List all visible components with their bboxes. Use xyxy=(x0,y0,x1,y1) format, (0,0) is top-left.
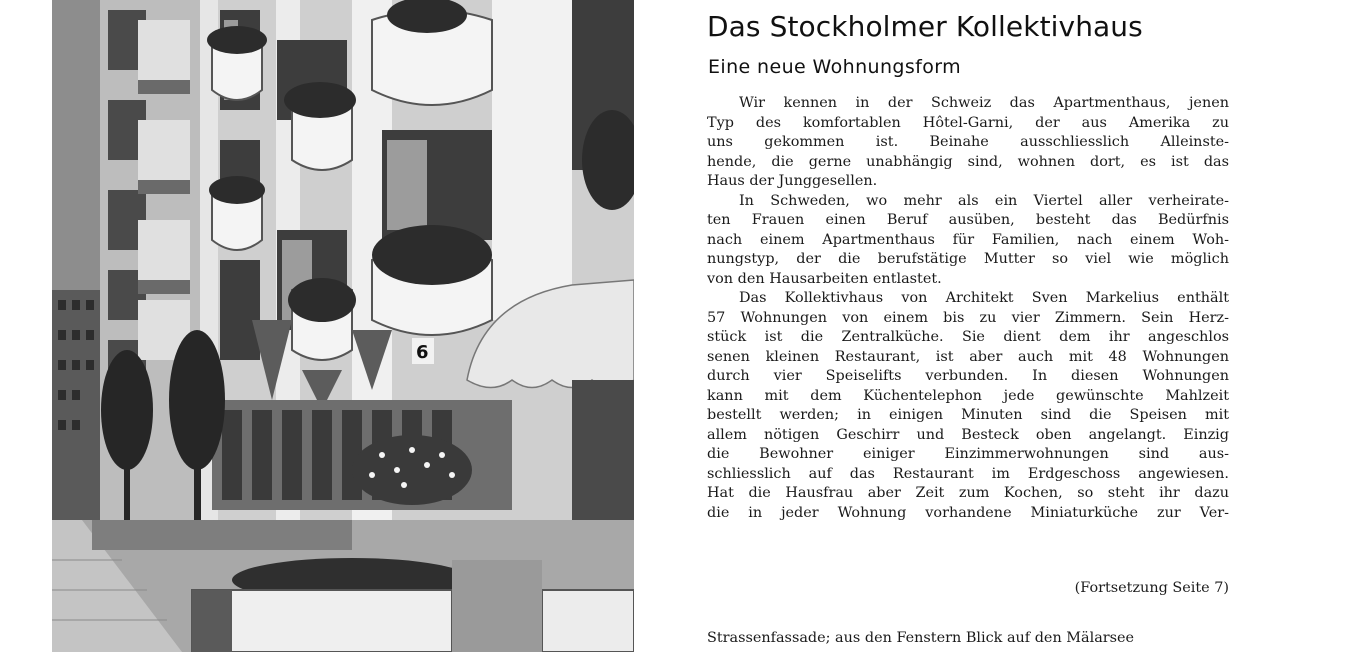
article-subtitle: Eine neue Wohnungsform xyxy=(708,56,962,78)
body-line: allem nötigen Geschirr und Besteck oben angelangt. Einzig xyxy=(707,426,1229,443)
body-line: nungstyp, der die berufstätige Mutter so viel wie möglich xyxy=(707,251,1229,267)
article-body xyxy=(707,94,1229,523)
house-number: 6 xyxy=(416,342,429,363)
body-line: Das Kollektivhaus von Architekt Sven Markelius enthält xyxy=(739,290,1229,306)
facade-photo-illustration xyxy=(52,0,634,652)
body-line: In Schweden, wo mehr als ein Viertel aller verheirate- xyxy=(739,192,1229,209)
body-line: kann mit dem Küchentelephon jede gewünschte Mahlzeit xyxy=(707,387,1229,404)
body-line: bestellt werden; in einigen Minuten sind die Speisen mit xyxy=(707,407,1229,423)
body-line: ten Frauen einen Beruf ausüben, besteht das Bedürfnis xyxy=(707,212,1229,228)
article-title: Das Stockholmer Kollektivhaus xyxy=(707,10,1143,43)
body-line: nach einem Apartmenthaus für Familien, nach einem Woh- xyxy=(707,231,1229,248)
body-line: schliesslich auf das Restaurant im Erdgeschoss angewiesen. xyxy=(707,465,1229,482)
body-line: 57 Wohnungen von einem bis zu vier Zimmern. Sein Herz- xyxy=(707,309,1229,326)
body-line: senen kleinen Restaurant, ist aber auch mit 48 Wohnungen xyxy=(707,348,1229,365)
body-line: die in jeder Wohnung vorhandene Miniaturküche zur Ver- xyxy=(707,504,1229,521)
facade-photo xyxy=(52,0,634,652)
body-line: von den Hausarbeiten entlastet. xyxy=(707,270,942,287)
body-line: stück ist die Zentralküche. Sie dient dem ihr angeschlos xyxy=(707,329,1229,345)
body-line: die Bewohner einiger Einzimmerwohnungen sind aus- xyxy=(707,446,1229,462)
body-line: Typ des komfortablen Hôtel-Garni, der aus Amerika zu xyxy=(707,114,1229,131)
body-line: durch vier Speiselifts verbunden. In diesen Wohnungen xyxy=(707,368,1229,384)
body-line: uns gekommen ist. Beinahe ausschliesslich Alleinste- xyxy=(707,134,1229,150)
body-line: Wir kennen in der Schweiz das Apartmenthaus, jenen xyxy=(739,95,1229,111)
body-line: Hat die Hausfrau aber Zeit zum Kochen, so steht ihr dazu xyxy=(707,485,1229,501)
continuation-note: (Fortsetzung Seite 7) xyxy=(1074,580,1229,596)
photo-caption: Strassenfassade; aus den Fenstern Blick auf den Mälarsee xyxy=(707,630,1135,646)
body-line: hende, die gerne unabhängig sind, wohnen dort, es ist das xyxy=(707,153,1229,170)
body-line: Haus der Junggesellen. xyxy=(707,173,878,189)
